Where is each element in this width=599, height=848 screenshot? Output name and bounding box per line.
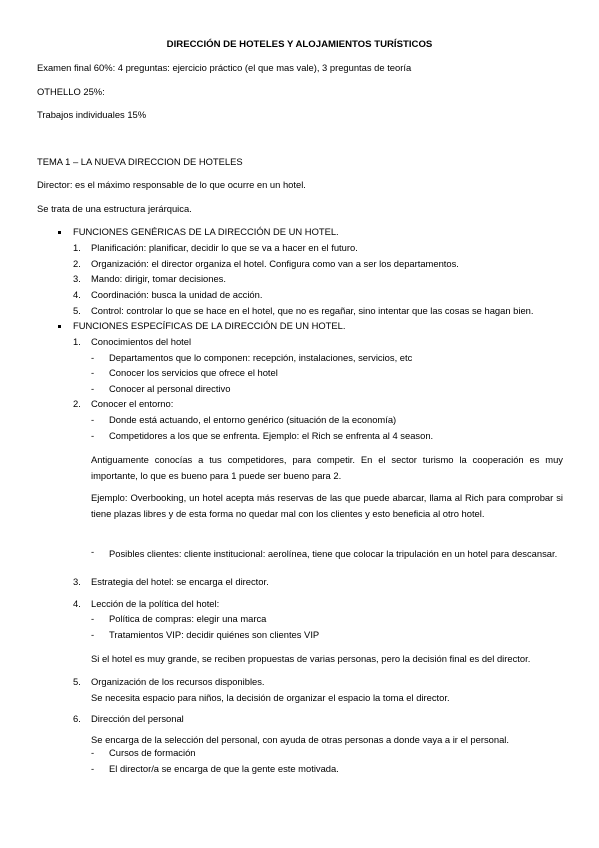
list-number: 3. [73,273,81,284]
dash-bullet: - [91,383,95,394]
list-number: 2. [73,398,81,409]
estructura-line: Se trata de una estructura jerárquica. [37,203,192,214]
sub-list-item: Posibles clientes: cliente institucional: aerolínea, tiene que colocar la tripulación en un hotel para descansar. [109,548,558,559]
list-item: Planificación: planificar, decidir lo que se va a hacer en el futuro. [91,242,358,253]
dash-bullet: - [91,763,95,774]
sub-list-item: Donde está actuando, el entorno genérico (situación de la economía) [109,414,397,425]
director-definition: Director: es el máximo responsable de lo que ocurre en un hotel. [37,179,306,190]
square-bullet-icon [58,325,61,328]
list-number: 4. [73,289,81,300]
sub-list-item: Cursos de formación [109,747,196,758]
list-number: 2. [73,258,81,269]
document-title: DIRECCIÓN DE HOTELES Y ALOJAMIENTOS TURÍSTICOS [166,39,433,50]
exam-weight-line: Examen final 60%: 4 preguntas: ejercicio práctico (el que mas vale), 3 preguntas de teoría [37,62,412,73]
list-item: Lección de la política del hotel: [91,598,220,609]
dash-bullet: - [91,367,95,378]
sub-list-item: Departamentos que lo componen: recepción, instalaciones, servicios, etc [109,352,413,363]
list-number: 6. [73,713,81,724]
paragraph-overbooking: Ejemplo: Overbooking, un hotel acepta más reservas de las que puede abarcar, llama al Rich para comprobar si tiene plazas libres y de esta forma no quedar mal con los clientes y esto beneficia al otro hotel. [91,492,563,519]
list-item: Dirección del personal [91,713,184,724]
sub-list-item: Conocer al personal directivo [109,383,231,394]
sub-list-item: Política de compras: elegir una marca [109,613,267,624]
list-item: Estrategia del hotel: se encarga el director. [91,576,269,587]
dash-bullet: - [91,430,95,441]
especificas-heading: FUNCIONES ESPECÍFICAS DE LA DIRECCIÓN DE UN HOTEL. [73,320,346,331]
paragraph-espacio: Se necesita espacio para niños, la decisión de organizar el espacio la toma el director. [91,692,450,703]
list-item: Organización: el director organiza el hotel. Configura como van a ser los departamentos. [91,258,459,269]
list-item: Conocimientos del hotel [91,336,192,347]
dash-bullet: - [91,546,95,557]
sub-list-item: Conocer los servicios que ofrece el hotel [109,367,278,378]
othello-weight-line: OTHELLO 25%: [37,86,105,97]
dash-bullet: - [91,414,95,425]
list-number: 4. [73,598,81,609]
list-number: 3. [73,576,81,587]
dash-bullet: - [91,747,95,758]
list-number: 5. [73,676,81,687]
tema-heading: TEMA 1 – LA NUEVA DIRECCION DE HOTELES [37,156,243,167]
list-number: 5. [73,305,81,316]
square-bullet-icon [58,231,61,234]
list-item: Conocer el entorno: [91,398,174,409]
genericas-heading: FUNCIONES GENÉRICAS DE LA DIRECCIÓN DE UN HOTEL. [73,226,339,237]
sub-list-item: Competidores a los que se enfrenta. Ejemplo: el Rich se enfrenta al 4 season. [109,430,434,441]
paragraph-seleccion: Se encarga de la selección del personal, con ayuda de otras personas a donde vaya a ir el personal. [91,734,509,745]
list-item: Control: controlar lo que se hace en el hotel, que no es regañar, sino intentar que las cosas se hagan bien. [91,305,534,316]
trabajos-weight-line: Trabajos individuales 15% [37,109,147,120]
dash-bullet: - [91,352,95,363]
dash-bullet: - [91,629,95,640]
paragraph-decision: Si el hotel es muy grande, se reciben propuestas de varias personas, pero la decisión final es del director. [91,653,531,664]
sub-list-item: El director/a se encarga de que la gente este motivada. [109,763,339,774]
dash-bullet: - [91,613,95,624]
paragraph-cooperacion: Antiguamente conocías a tus competidores, para competir. En el sector turismo la cooperación es muy importante, lo que es bueno para 1 puede ser bueno para 2. [91,454,563,481]
list-item: Coordinación: busca la unidad de acción. [91,289,263,300]
list-item: Mando: dirigir, tomar decisiones. [91,273,226,284]
list-item: Organización de los recursos disponibles. [91,676,265,687]
list-number: 1. [73,242,81,253]
list-number: 1. [73,336,81,347]
sub-list-item: Tratamientos VIP: decidir quiénes son clientes VIP [109,629,320,640]
